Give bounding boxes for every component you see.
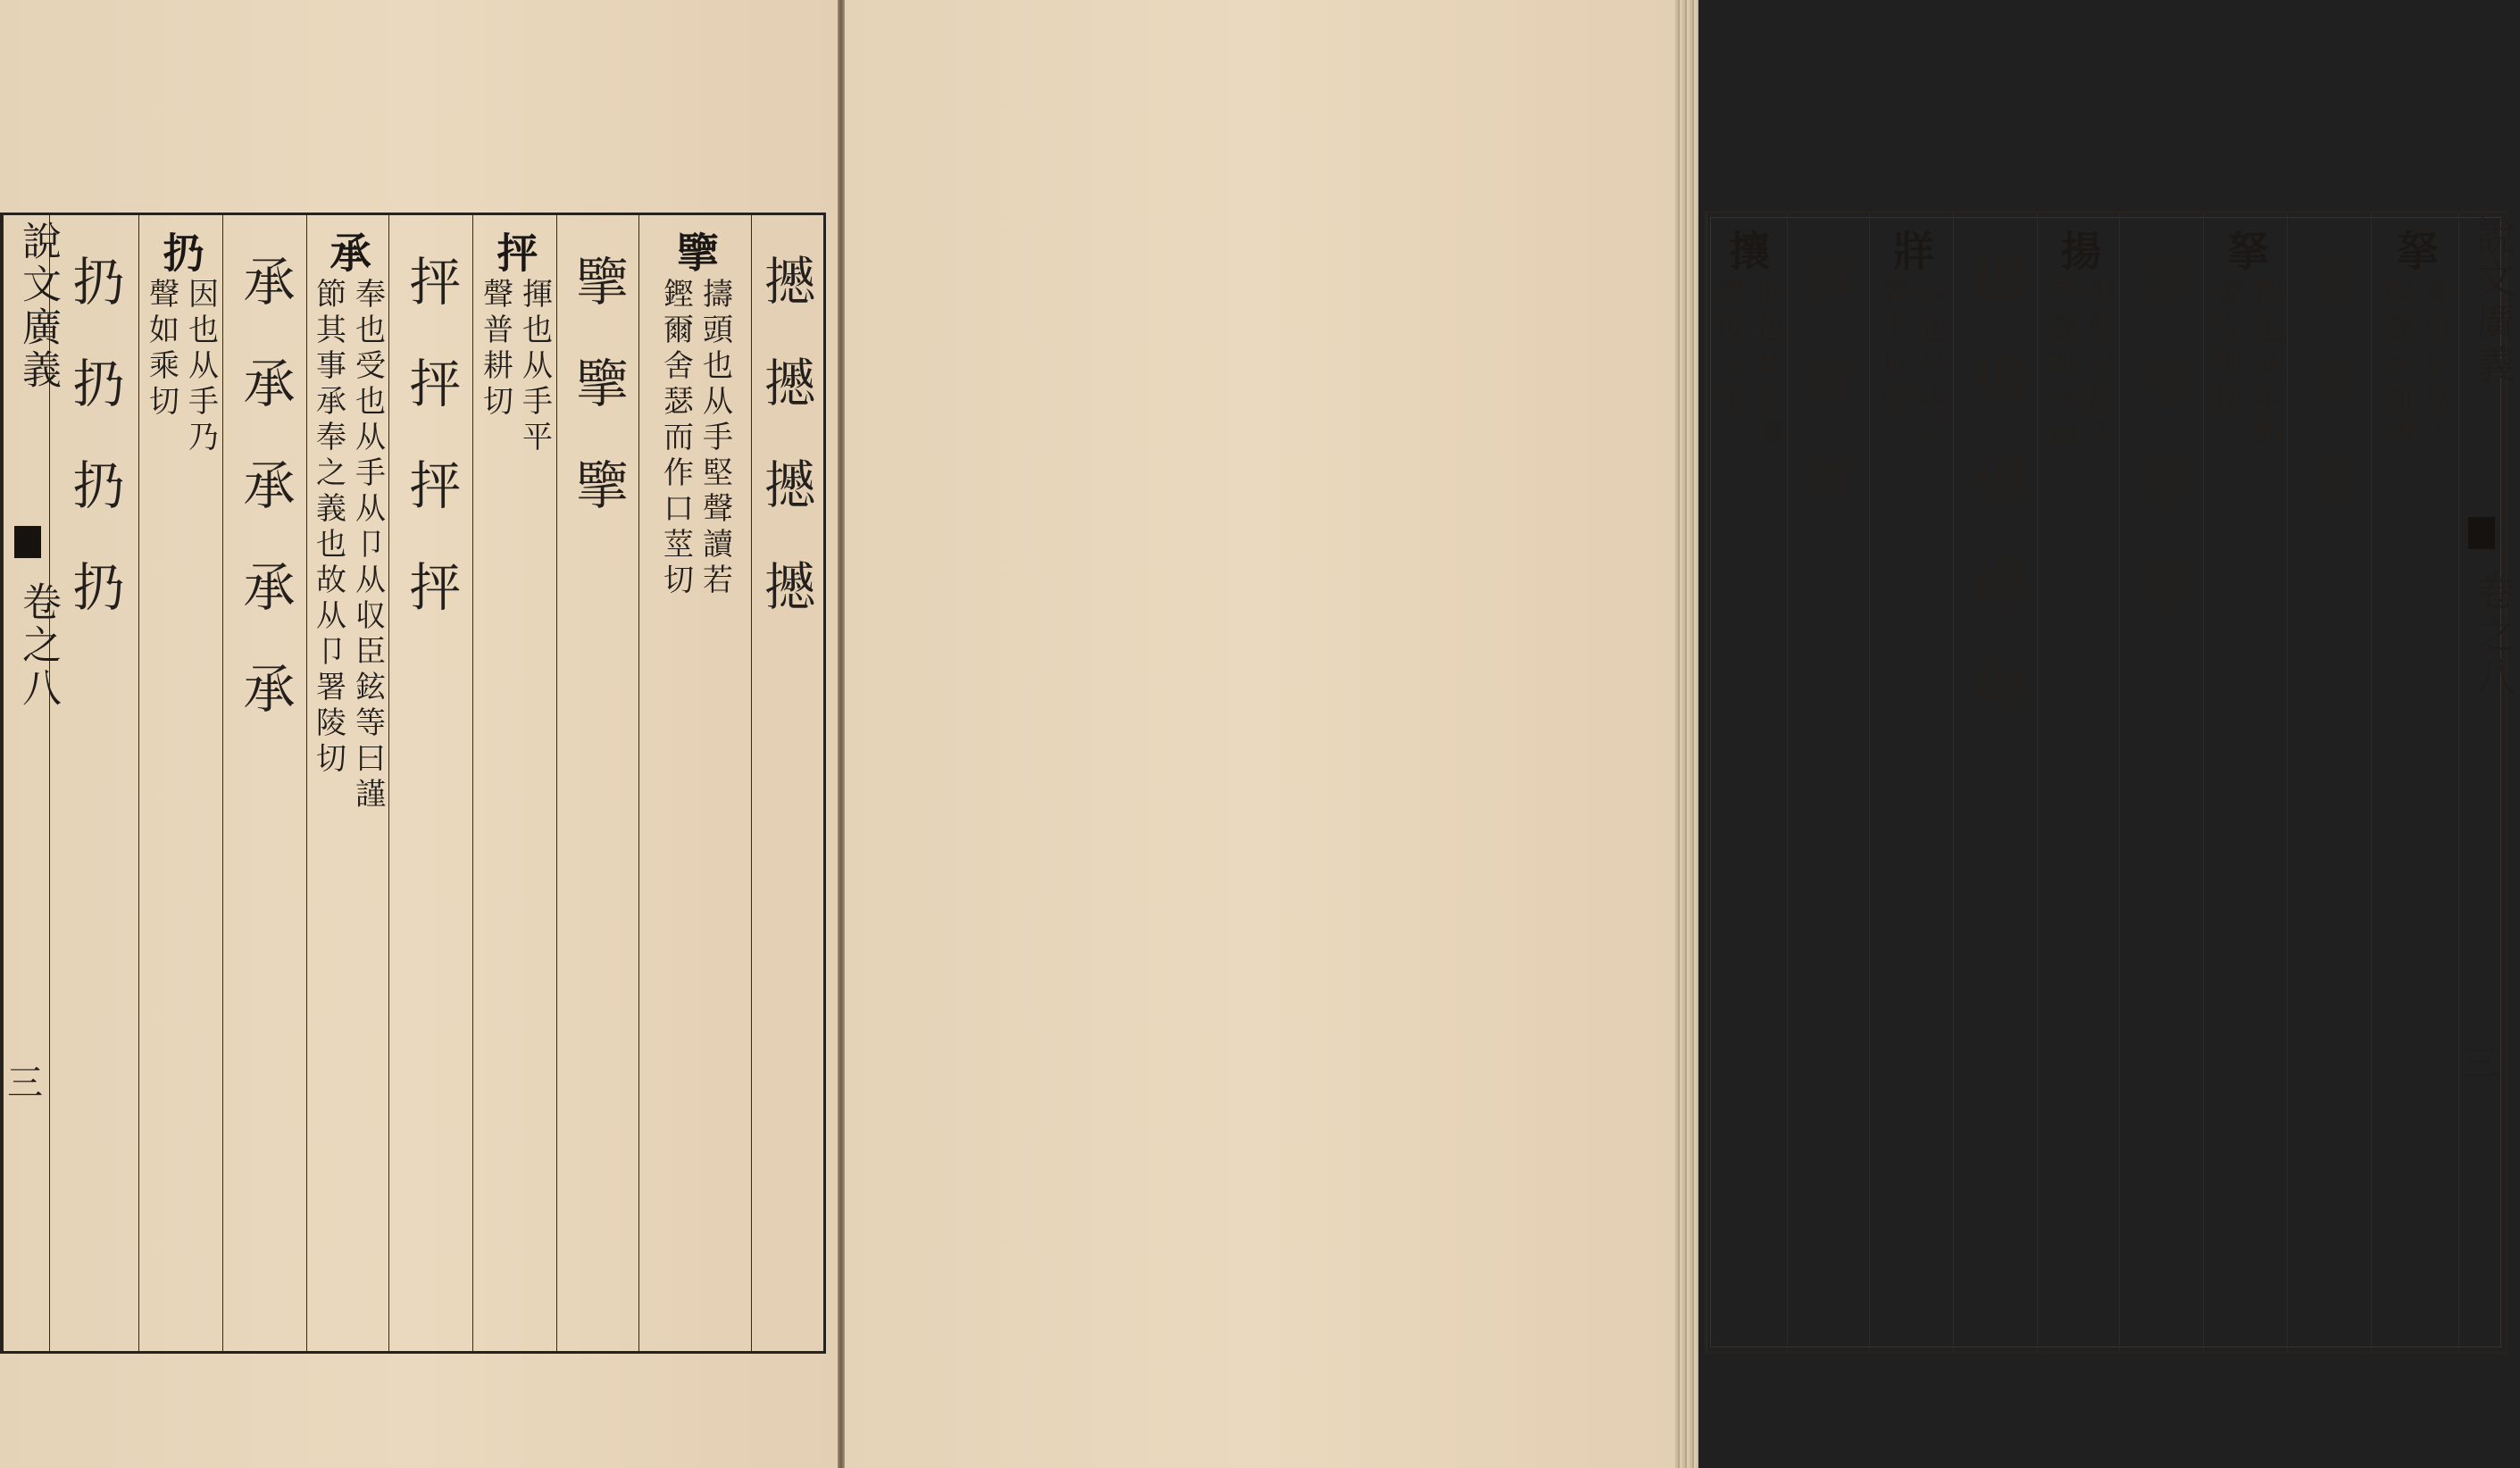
seal-glyphs: 擥擥擥 <box>567 254 629 560</box>
margin-volume: 卷之八 <box>15 581 61 710</box>
entry-gloss: 推也从手襄 聲汝羊切 <box>1709 276 1785 455</box>
margin-title: 說文廣義 <box>2469 215 2515 387</box>
seal-column <box>222 215 306 1351</box>
left-page <box>0 0 838 1468</box>
entry-gloss: 持也从手如 聲女加切 <box>2207 276 2283 455</box>
fishtail-mark <box>2468 517 2495 549</box>
margin-volume: 卷之八 <box>2469 571 2515 699</box>
fishtail-mark <box>14 526 41 558</box>
entry-column <box>638 215 751 1351</box>
margin-title: 說文廣義 <box>15 221 61 392</box>
seal-glyphs: 拏拏拏拏 <box>2131 253 2192 660</box>
book-gutter <box>838 0 845 1468</box>
entry-column <box>138 215 222 1351</box>
entry-column <box>2371 213 2458 1351</box>
entry-headword: 承 <box>323 231 372 274</box>
seal-column <box>388 215 472 1351</box>
entry-headword: 拏 <box>2391 229 2440 272</box>
entry-column <box>2203 213 2287 1351</box>
entry-gloss: 擣頭也从手堅聲讀若 鏗爾舍瑟而作口莖切 <box>657 278 733 599</box>
seal-column <box>2119 213 2203 1351</box>
entry-gloss: 揮也从手平 聲普耕切 <box>477 278 553 456</box>
seal-column <box>556 215 638 1351</box>
seal-glyphs: 拏拏拏 <box>2299 253 2360 558</box>
seal-glyphs: 牂牂牂 <box>1798 253 1859 558</box>
entry-headword: 揚 <box>2054 229 2103 272</box>
entry-gloss: 奉也受也从手从卩从収臣鉉等曰謹 節其事承奉之義也故从卩署陵切 <box>310 278 386 813</box>
seal-glyphs: 扔扔扔扔 <box>63 254 125 662</box>
seal-column <box>2287 213 2371 1351</box>
margin-page-number: 三 <box>2463 1043 2499 1084</box>
seal-glyphs: 承承承承承 <box>234 254 296 763</box>
entry-gloss: 牽引也从手 奴聲女加切 <box>2377 276 2453 455</box>
entry-column <box>306 215 388 1351</box>
entry-gloss: 飛舉也从手 昜聲與章切 <box>2040 276 2116 455</box>
entry-column <box>1706 213 1787 1351</box>
seal-column <box>751 215 826 1351</box>
entry-column <box>472 215 556 1351</box>
entry-headword: 拏 <box>2221 229 2270 272</box>
entry-headword: 牂 <box>1887 229 1936 272</box>
seal-glyphs: 抨抨抨抨 <box>400 254 462 662</box>
entry-headword: 抨 <box>490 231 539 274</box>
seal-glyphs: 揚揚揚揚揚 <box>1965 253 2026 762</box>
margin-column <box>3 215 61 1351</box>
entry-column <box>1869 213 1953 1351</box>
right-text-frame <box>1704 211 2515 1354</box>
seal-column <box>1787 213 1869 1351</box>
entry-headword: 扔 <box>156 231 205 274</box>
entry-headword: 擥 <box>671 231 720 274</box>
entry-column <box>2037 213 2119 1351</box>
seal-column <box>1953 213 2037 1351</box>
entry-headword: 攘 <box>1723 229 1772 272</box>
left-text-frame <box>0 213 826 1354</box>
entry-gloss: 扶也从手爿 聲士良切 <box>1873 276 1949 455</box>
margin-page-number: 三 <box>7 1063 43 1104</box>
margin-column <box>2458 213 2515 1351</box>
entry-gloss: 因也从手乃 聲如乘切 <box>143 278 219 456</box>
seal-glyphs: 𢷾𢷾𢷾𢷾 <box>758 254 819 662</box>
right-page <box>845 0 2515 1468</box>
